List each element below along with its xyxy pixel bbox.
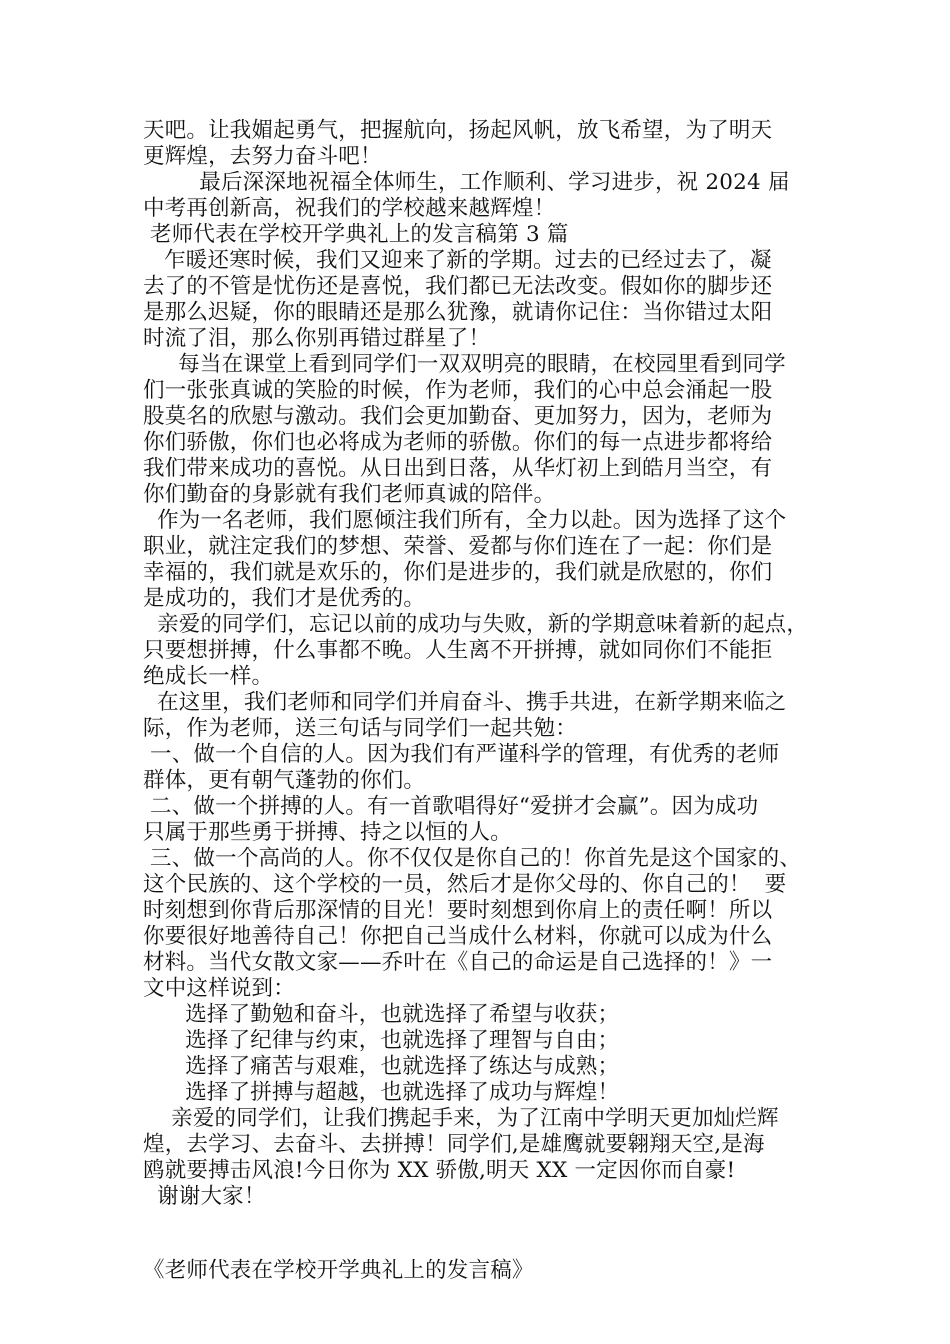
text-line: 谢谢大家！ <box>143 1184 266 1209</box>
text-line: 这个民族的、这个学校的一员，然后才是你父母的、你自己的！ 要 <box>143 872 787 897</box>
text-line: 每当在课堂上看到同学们一双双明亮的眼睛，在校园里看到同学 <box>143 352 786 377</box>
text-line: 去了的不管是忧伤还是喜悦，我们都已无法改变。假如你的脚步还 <box>143 274 773 299</box>
text-line: 选择了勤勉和奋斗，也就选择了希望与收获； <box>143 1002 620 1027</box>
spacer <box>143 1210 813 1236</box>
text-line: 只要想拼搏，什么事都不晚。人生离不开拼搏，就如同你们不能拒 <box>143 638 773 663</box>
text-line: 你们勤奋的身影就有我们老师真诚的陪伴。 <box>143 482 556 507</box>
text-line: 选择了拼搏与超越，也就选择了成功与辉煌！ <box>143 1080 620 1105</box>
text-line: 亲爱的同学们，忘记以前的成功与失败，新的学期意味着新的起点， <box>143 612 809 637</box>
text-line: 你要很好地善待自己！你把自己当成什么材料，你就可以成为什么 <box>143 924 773 949</box>
text-line: 亲爱的同学们，让我们携起手来，为了江南中学明天更加灿烂辉 <box>143 1106 779 1131</box>
document-body <box>143 118 813 1210</box>
text-line: 你们骄傲，你们也必将成为老师的骄傲。你们的每一点进步都将给 <box>143 430 773 455</box>
text-line: 时流了泪，那么你别再错过群星了！ <box>143 326 491 351</box>
text-line: 绝成长一样。 <box>143 664 274 689</box>
text-line: 中考再创新高，祝我们的学校越来越辉煌！ <box>143 196 556 221</box>
text-line: 作为一名老师，我们愿倾注我们所有，全力以赴。因为选择了这个 <box>143 508 787 533</box>
text-line: 更辉煌，去努力奋斗吧！ <box>143 144 382 169</box>
text-line: 老师代表在学校开学典礼上的发言稿第 3 篇 <box>143 222 569 247</box>
document-page <box>143 118 813 1284</box>
text-line: 在这里，我们老师和同学们并肩奋斗、携手共进，在新学期来临之 <box>143 690 787 715</box>
text-line: 文中这样说到： <box>143 976 295 1001</box>
text-line: 幸福的，我们就是欢乐的，你们是进步的，我们就是欣慰的，你们 <box>143 560 773 585</box>
text-line: 时刻想到你背后那深情的目光！要时刻想到你肩上的责任啊！所以 <box>143 898 773 923</box>
text-line: 群体，更有朝气蓬勃的你们。 <box>143 768 426 793</box>
text-line: 材料。当代女散文家——乔叶在《自己的命运是自己选择的！》一 <box>143 950 773 975</box>
text-line: 最后深深地祝福全体师生，工作顺利、学习进步，祝 2024 届 <box>143 170 790 195</box>
text-line: 选择了痛苦与艰难，也就选择了练达与成熟； <box>143 1054 620 1079</box>
text-line: 二、做一个拼搏的人。有一首歌唱得好“爱拼才会赢”。因为成功 <box>143 794 759 819</box>
text-line: 是成功的，我们才是优秀的。 <box>143 586 426 611</box>
text-line: 一、做一个自信的人。因为我们有严谨科学的管理，有优秀的老师 <box>143 742 780 767</box>
text-line: 鸥就要搏击风浪!今日你为 XX 骄傲,明天 XX 一定因你而自豪! <box>143 1158 736 1183</box>
text-line: 我们带来成功的喜悦。从日出到日落，从华灯初上到皓月当空，有 <box>143 456 773 481</box>
text-line: 们一张张真诚的笑脸的时候，作为老师，我们的心中总会涌起一股 <box>143 378 773 403</box>
text-line: 乍暖还寒时候，我们又迎来了新的学期。过去的已经过去了，凝 <box>143 248 772 273</box>
text-line: 三、做一个高尚的人。你不仅仅是你自己的！你首先是这个国家的、 <box>143 846 802 871</box>
text-line: 际，作为老师，送三句话与同学们一起共勉： <box>143 716 578 741</box>
text-line: 煌，去学习、去奋斗、去拼搏！同学们,是雄鹰就要翱翔天空,是海 <box>143 1132 765 1157</box>
text-line: 选择了纪律与约束，也就选择了理智与自由； <box>143 1028 620 1053</box>
text-line: 天吧。让我媚起勇气，把握航向，扬起风帆，放飞希望，为了明天 <box>143 118 773 143</box>
document-footer-title: 《老师代表在学校开学典礼上的发言稿》 <box>143 1258 534 1283</box>
text-line: 职业，就注定我们的梦想、荣誉、爱都与你们连在了一起：你们是 <box>143 534 773 559</box>
text-line: 只属于那些勇于拼搏、持之以恒的人。 <box>143 820 512 845</box>
text-line: 是那么迟疑，你的眼睛还是那么犹豫，就请你记住：当你错过太阳 <box>143 300 773 325</box>
text-line: 股莫名的欣慰与激动。我们会更加勤奋、更加努力，因为，老师为 <box>143 404 773 429</box>
